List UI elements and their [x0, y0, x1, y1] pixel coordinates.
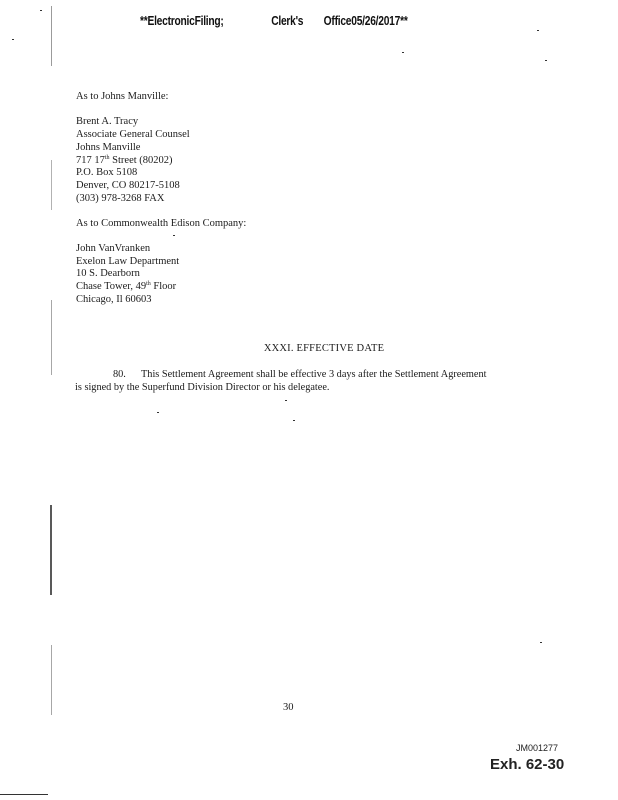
- page-number: 30: [283, 702, 294, 713]
- electronic-filing-stamp: [140, 14, 411, 32]
- scan-margin-mark: [51, 160, 52, 210]
- scan-speck: [537, 30, 539, 31]
- johns-manville-heading: As to Johns Manville:: [76, 91, 169, 102]
- jm-city: Denver, CO 80217-5108: [76, 180, 180, 191]
- scan-margin-mark: [51, 6, 52, 66]
- comed-contact-name: John VanVranken: [76, 243, 151, 254]
- scan-margin-mark: [50, 505, 52, 595]
- scan-speck: [545, 60, 547, 61]
- jm-fax: (303) 978-3268 FAX: [76, 193, 165, 204]
- paragraph-number: 80.: [113, 369, 126, 380]
- scan-speck: [173, 235, 175, 236]
- jm-contact-title: Associate General Counsel: [76, 129, 190, 140]
- scan-speck: [12, 39, 14, 40]
- comed-street: 10 S. Dearborn: [76, 268, 140, 279]
- jm-contact-name: Brent A. Tracy: [76, 116, 139, 127]
- scan-speck: [157, 412, 159, 413]
- bates-number: JM001277: [516, 743, 559, 753]
- scan-speck: [402, 52, 404, 53]
- section-heading-effective-date: XXXI. EFFECTIVE DATE: [263, 343, 385, 354]
- stamp-filing-text: **ElectronicFiling;: [140, 14, 224, 28]
- stamp-office-date-text: Office05/26/2017**: [323, 14, 408, 28]
- jm-po-box: P.O. Box 5108: [76, 167, 138, 178]
- scan-speck: [285, 400, 287, 401]
- scan-speck: [293, 420, 295, 421]
- paragraph-line-2: is signed by the Superfund Division Director or his delegatee.: [75, 382, 330, 393]
- jm-company-name: Johns Manville: [76, 142, 141, 153]
- comed-heading: As to Commonwealth Edison Company:: [76, 218, 247, 229]
- scan-speck: [540, 642, 542, 643]
- comed-department: Exelon Law Department: [76, 256, 180, 267]
- jm-street-address: 717 17th Street (80202): [76, 155, 173, 166]
- scan-margin-mark: [51, 300, 52, 375]
- comed-tower: Chase Tower, 49th Floor: [76, 281, 177, 292]
- paragraph-line-1: This Settlement Agreement shall be effective 3 days after the Settlement Agreement: [141, 369, 487, 380]
- comed-city: Chicago, Il 60603: [76, 294, 152, 305]
- exhibit-label: Exh. 62-30: [490, 756, 565, 773]
- stamp-clerk-text: Clerk's: [271, 14, 304, 28]
- bottom-rule: [0, 794, 48, 795]
- scan-margin-mark: [51, 645, 52, 715]
- scan-speck: [40, 10, 42, 11]
